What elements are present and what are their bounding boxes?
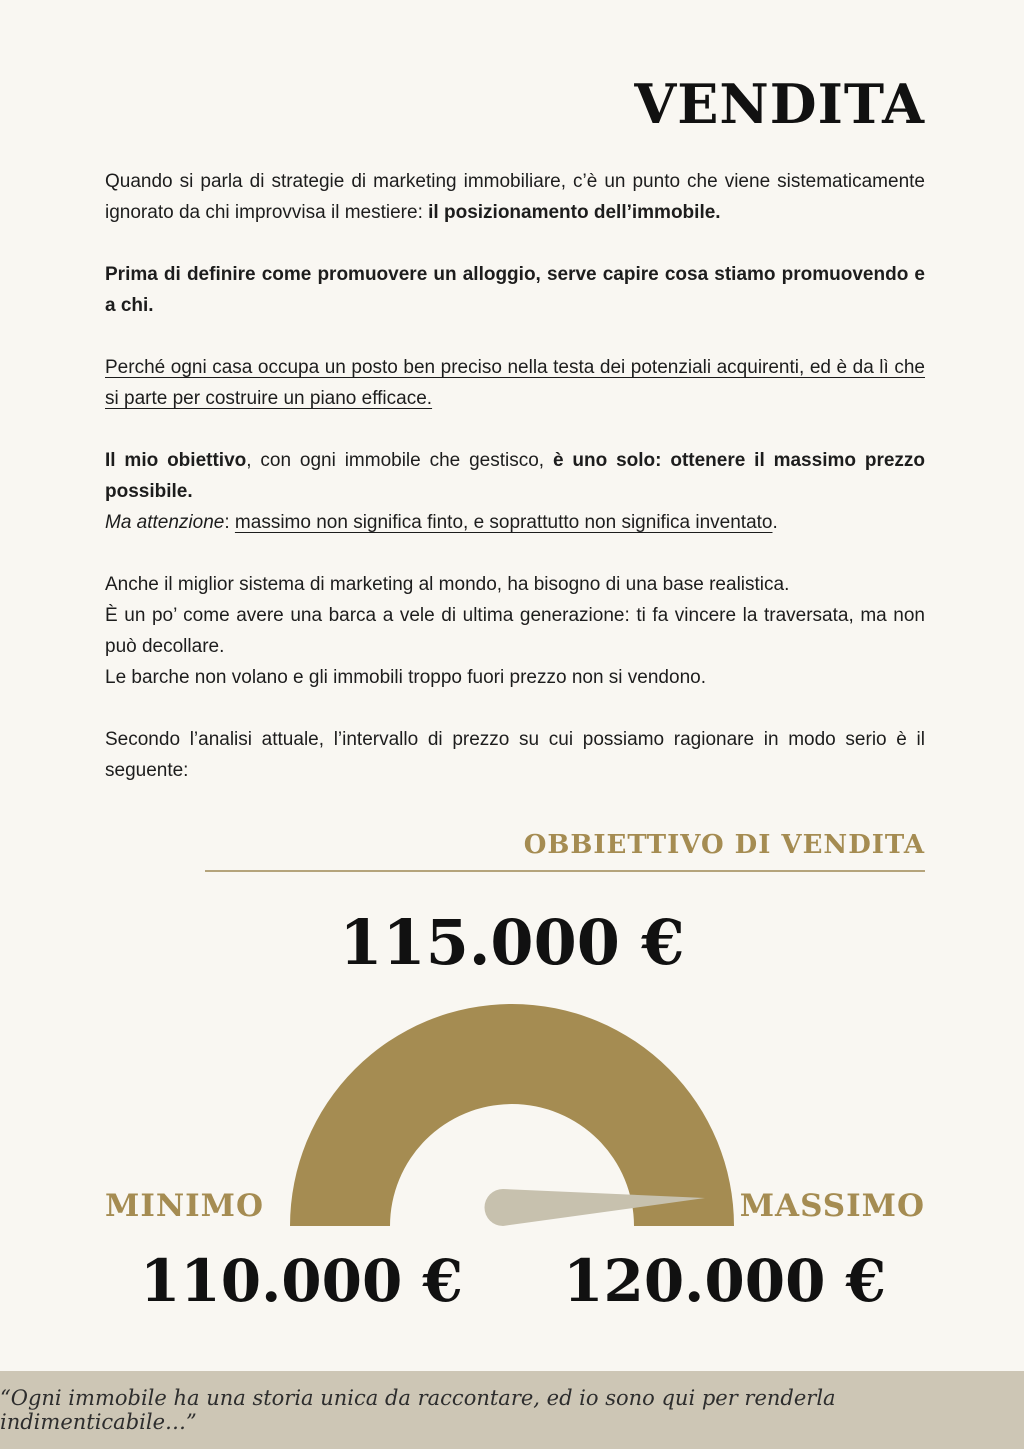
text-run: , con ogni immobile che gestisco,	[246, 449, 553, 471]
text-run: Il mio obiettivo	[105, 449, 247, 471]
target-price: 115.000 €	[339, 905, 685, 979]
text-run: .	[772, 511, 778, 533]
paragraph	[105, 724, 925, 786]
paragraph	[105, 352, 925, 414]
paragraph	[105, 166, 925, 228]
text-run: :	[224, 511, 235, 533]
body-text	[105, 166, 925, 786]
gauge-chart	[287, 998, 737, 1230]
min-price: 110.000 €	[140, 1246, 463, 1315]
text-run: Le barche non volano e gli immobili troppo fuori prezzo non si vendono.	[105, 666, 706, 688]
text-run: Quando si parla di strategie di marketing immobiliare, c’è un punto che viene sistematicamente ignorato da chi improvvisa il mestiere:	[105, 170, 925, 223]
footer-bar	[0, 1371, 1024, 1449]
section-heading: OBBIETTIVO DI VENDITA	[523, 829, 925, 860]
page-title: VENDITA	[634, 72, 925, 136]
text-run: Secondo l’analisi attuale, l’intervallo di prezzo su cui possiamo ragionare in modo serio è il seguente:	[105, 728, 925, 781]
text-run: È un po’ come avere una barca a vele di ultima generazione: ti fa vincere la traversata, ma non può decollare.	[105, 604, 925, 657]
text-run: Prima di definire come promuovere un alloggio, serve capire cosa stiamo promuovendo e a chi.	[105, 263, 925, 316]
footer-quote: “Ogni immobile ha una storia unica da raccontare, ed io sono qui per renderla indimenticabile…”	[0, 1386, 836, 1434]
values-row	[0, 1246, 1024, 1315]
min-label: MINIMO	[105, 1187, 264, 1224]
gauge-area	[0, 998, 1024, 1230]
text-run: è uno solo: ottenere il massimo prezzo possibile.	[105, 449, 926, 502]
paragraph	[105, 569, 925, 693]
max-price: 120.000 €	[563, 1246, 886, 1315]
section-divider	[205, 870, 925, 872]
text-run: Ma attenzione	[105, 511, 225, 533]
text-run: Anche il miglior sistema di marketing al mondo, ha bisogno di una base realistica.	[105, 573, 790, 595]
paragraph	[105, 259, 925, 321]
section-heading-row	[105, 830, 925, 860]
max-label: MASSIMO	[739, 1187, 925, 1224]
text-run: Perché ogni casa occupa un posto ben preciso nella testa dei potenziali acquirenti, ed è da lì che si parte per costruire un piano efficace.	[105, 356, 925, 409]
text-run: il posizionamento dell’immobile.	[428, 201, 721, 223]
paragraph	[105, 445, 925, 538]
text-run: massimo non significa finto, e soprattutto non significa inventato	[234, 511, 773, 533]
